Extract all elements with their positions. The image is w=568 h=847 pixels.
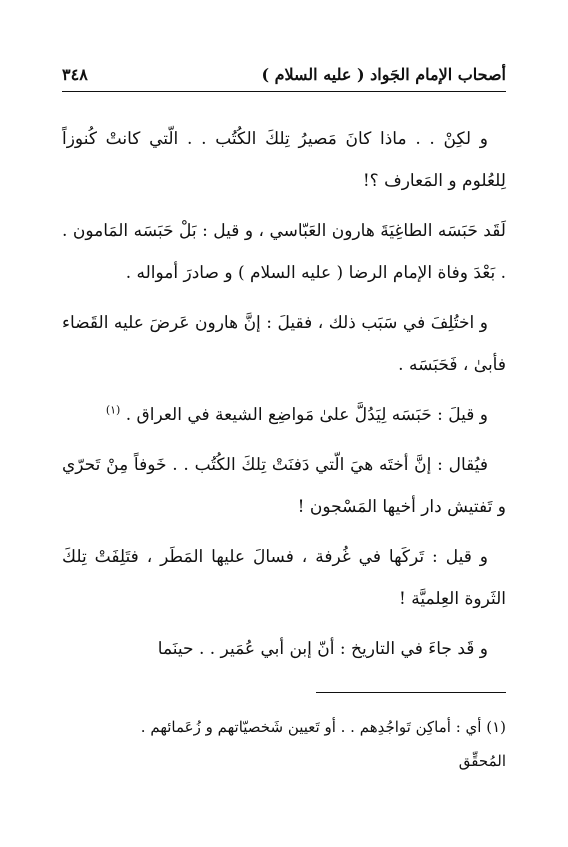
paragraph: و اختُلِفَ في سَبَب ذلك ، فقيلَ : إنَّ هارون عَرضَ عليه القَضاء فأبىٰ ، فَحَبَسَه . (62, 313, 506, 375)
footnote-text: (١) أي : أماكِن تَواجُدِهم . . أو تَعيين شَخصيّاتهم و زُعَمائهم . (140, 718, 506, 736)
page-header (62, 62, 506, 86)
main-text (62, 118, 506, 678)
footnote-reference: (١) (105, 403, 121, 417)
paragraph: و قَد جاءَ في التاريخ : أنّ إبن أبي عُمَير . . حينَما (157, 639, 488, 659)
header-rule (62, 91, 506, 92)
footnote-signature: المُحقِّق (458, 752, 506, 770)
footnote (62, 710, 506, 778)
paragraph: لَقَد حَبَسَه الطاغِيَةَ هارون العَبّاسي ، و قيل : بَلْ حَبَسَه المَامون . . بَعْدَ وفاة الإمام الرضا ( عليه السلام ) و صادرَ أمواله . (62, 221, 506, 283)
paragraph-text: و قيلَ : حَبَسَه لِيَدُلَّ علىٰ مَواضِع الشيعة في العراق . (125, 405, 488, 425)
footnote-rule (316, 692, 506, 693)
running-title: أصحاب الإمام الجَواد ( عليه السلام ) (261, 64, 506, 84)
page-number: ٣٤٨ (62, 64, 88, 84)
paragraph: و قيل : تَركَها في غُرفة ، فسالَ عليها المَطَر ، فتَلِفَتْ تِلكَ الثَروة العِلميَّة ! (62, 547, 506, 609)
paragraph: فيُقال : إنَّ أختَه هيَ الّتي دَفنَتْ تِلكَ الكُتُب . . خَوفاً مِنْ تَحرّي و تَفتيش دار أخيها المَسْجون ! (62, 455, 506, 517)
paragraph-with-footnote (62, 394, 506, 436)
paragraph: و لكِنْ . . ماذا كانَ مَصيرُ تِلكَ الكُتُب . . الّتي كانتْ كُنوزاً لِلعُلوم و المَعارف ؟! (62, 129, 506, 191)
